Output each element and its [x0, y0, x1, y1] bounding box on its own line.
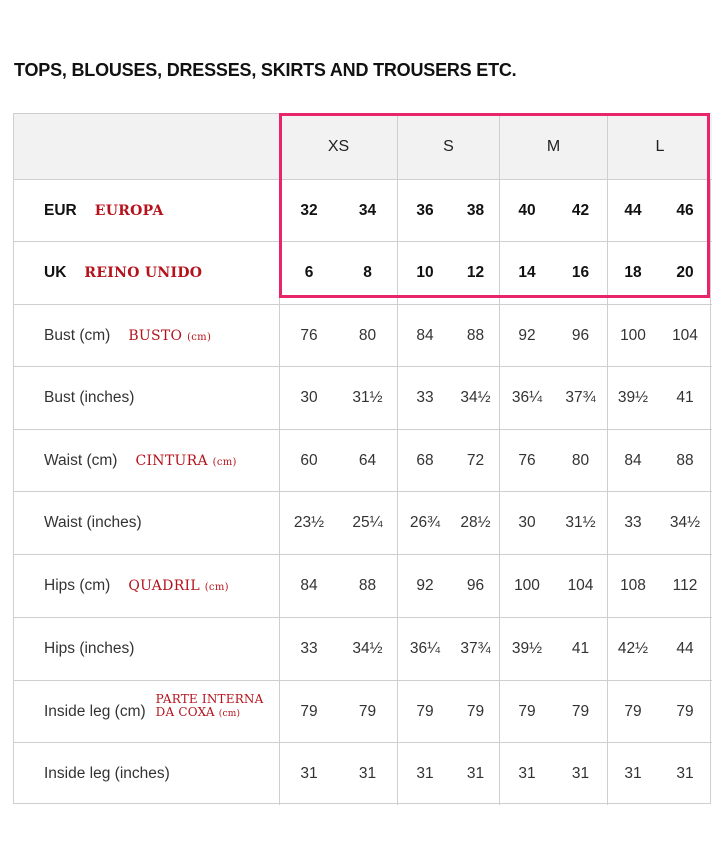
table-cell: 31: [338, 743, 398, 805]
table-cell: 20: [658, 242, 712, 305]
row-label-text: Waist (inches): [44, 514, 142, 531]
table-cell: 31: [518, 765, 536, 782]
table-cell: 41: [554, 618, 608, 681]
row-annotation: EUROPA: [94, 202, 164, 219]
table-cell: 33: [608, 492, 658, 555]
table-cell: 31½: [554, 492, 608, 555]
row-label-text: Bust (cm): [44, 326, 111, 344]
row-annotation: REINO UNIDO: [84, 265, 203, 281]
row-label-text: Waist (cm): [44, 451, 118, 469]
table-cell: 84: [398, 305, 452, 367]
table-cell: 96: [554, 305, 608, 367]
row-label-bust-inches: [14, 367, 280, 430]
row-label-text: Hips (inches): [44, 640, 135, 657]
table-cell: 79: [398, 681, 452, 743]
table-cell: 25¼: [338, 492, 398, 555]
table-cell: 104: [658, 305, 712, 367]
table-cell: 23½: [280, 492, 338, 555]
table-cell: 96: [452, 555, 500, 618]
table-cell: 76: [280, 305, 338, 367]
row-label-text: Hips (cm): [44, 577, 111, 594]
row-label-text: Inside leg (cm): [44, 702, 146, 720]
table-cell: 84: [608, 430, 658, 492]
table-cell: 79: [554, 681, 608, 743]
table-cell: 100: [608, 305, 658, 367]
table-cell: 76: [500, 430, 554, 492]
table-cell: 79: [608, 681, 658, 743]
table-cell: 92: [398, 555, 452, 618]
table-cell: 100: [500, 555, 554, 618]
table-cell: 88: [452, 305, 500, 367]
table-cell: 79: [280, 681, 338, 743]
table-cell: 12: [452, 242, 500, 305]
row-label-text: Bust (inches): [44, 389, 135, 406]
table-cell: 42: [554, 180, 608, 242]
table-cell: 39½: [608, 367, 658, 430]
table-cell: 32: [280, 180, 338, 242]
table-cell: 46: [658, 180, 712, 242]
row-label-eur: [14, 180, 280, 242]
table-cell: 31: [416, 765, 434, 782]
table-cell: 88: [338, 555, 398, 618]
row-annotation: CINTURA (cm): [135, 452, 237, 469]
table-cell: 34½: [452, 367, 500, 430]
table-cell: 34: [338, 180, 398, 242]
row-label-text: Inside leg (inches): [44, 765, 170, 782]
row-annotation: BUSTO (cm): [128, 327, 212, 344]
table-cell: 79: [658, 681, 712, 743]
table-cell: 37¾: [554, 367, 608, 430]
size-chart-table: [13, 113, 711, 804]
table-cell: 18: [608, 242, 658, 305]
table-cell: 79: [452, 681, 500, 743]
table-cell: 44: [608, 180, 658, 242]
table-cell: 60: [280, 430, 338, 492]
table-cell: 14: [500, 242, 554, 305]
table-cell: 68: [398, 430, 452, 492]
table-cell: 6: [280, 242, 338, 305]
table-cell: 39½: [500, 618, 554, 681]
size-header-s: S: [398, 114, 500, 180]
table-cell: 80: [554, 430, 608, 492]
table-cell: 36: [398, 180, 452, 242]
size-header-m: M: [500, 114, 608, 180]
row-label-text: UK: [44, 264, 67, 281]
table-cell: 10: [398, 242, 452, 305]
row-label-inside-leg-inches: [14, 743, 280, 805]
table-cell: 8: [338, 242, 398, 305]
table-cell: 34½: [338, 618, 398, 681]
table-cell: 44: [658, 618, 712, 681]
table-cell: 72: [452, 430, 500, 492]
table-cell: 36¼: [398, 618, 452, 681]
table-cell: 38: [452, 180, 500, 242]
table-cell: 84: [280, 555, 338, 618]
row-annotation: QUADRIL (cm): [128, 578, 229, 594]
row-label-waist-cm: [14, 430, 280, 492]
table-cell: 40: [500, 180, 554, 242]
table-cell: 34½: [658, 492, 712, 555]
table-cell: 33: [398, 367, 452, 430]
table-cell: 30: [280, 367, 338, 430]
table-cell: 41: [658, 367, 712, 430]
table-cell: 104: [554, 555, 608, 618]
row-label-hips-cm: [14, 555, 280, 618]
row-label-waist-inches: [14, 492, 280, 555]
row-label-uk: [14, 242, 280, 305]
table-cell: 31: [624, 765, 642, 782]
row-label-text: EUR: [44, 201, 77, 219]
table-cell: 28½: [452, 492, 500, 555]
table-cell: 37¾: [452, 618, 500, 681]
header-corner-cell: [14, 114, 280, 180]
table-cell: 108: [608, 555, 658, 618]
table-cell: 26¾: [398, 492, 452, 555]
table-cell: 31½: [338, 367, 398, 430]
row-label-inside-leg-cm: [14, 681, 280, 743]
table-cell: 64: [338, 430, 398, 492]
table-cell: 31: [452, 743, 500, 805]
table-cell: 36¼: [500, 367, 554, 430]
table-cell: 31: [676, 765, 694, 782]
row-annotation: PARTE INTERNA DA COXA (cm): [155, 691, 264, 719]
table-cell: 16: [554, 242, 608, 305]
table-cell: 112: [658, 555, 712, 618]
size-header-l: L: [608, 114, 712, 180]
table-cell: 79: [338, 681, 398, 743]
table-cell: 92: [500, 305, 554, 367]
row-label-bust-cm: [14, 305, 280, 367]
table-cell: 30: [500, 492, 554, 555]
table-cell: 79: [500, 681, 554, 743]
page-title: TOPS, BLOUSES, DRESSES, SKIRTS AND TROUSERS ETC.: [14, 60, 517, 80]
row-label-hips-inches: [14, 618, 280, 681]
table-cell: 42½: [608, 618, 658, 681]
table-cell: 31: [300, 765, 318, 782]
table-cell: 80: [338, 305, 398, 367]
size-header-xs: XS: [280, 114, 398, 180]
table-cell: 33: [280, 618, 338, 681]
table-cell: 88: [658, 430, 712, 492]
table-cell: 31: [554, 743, 608, 805]
